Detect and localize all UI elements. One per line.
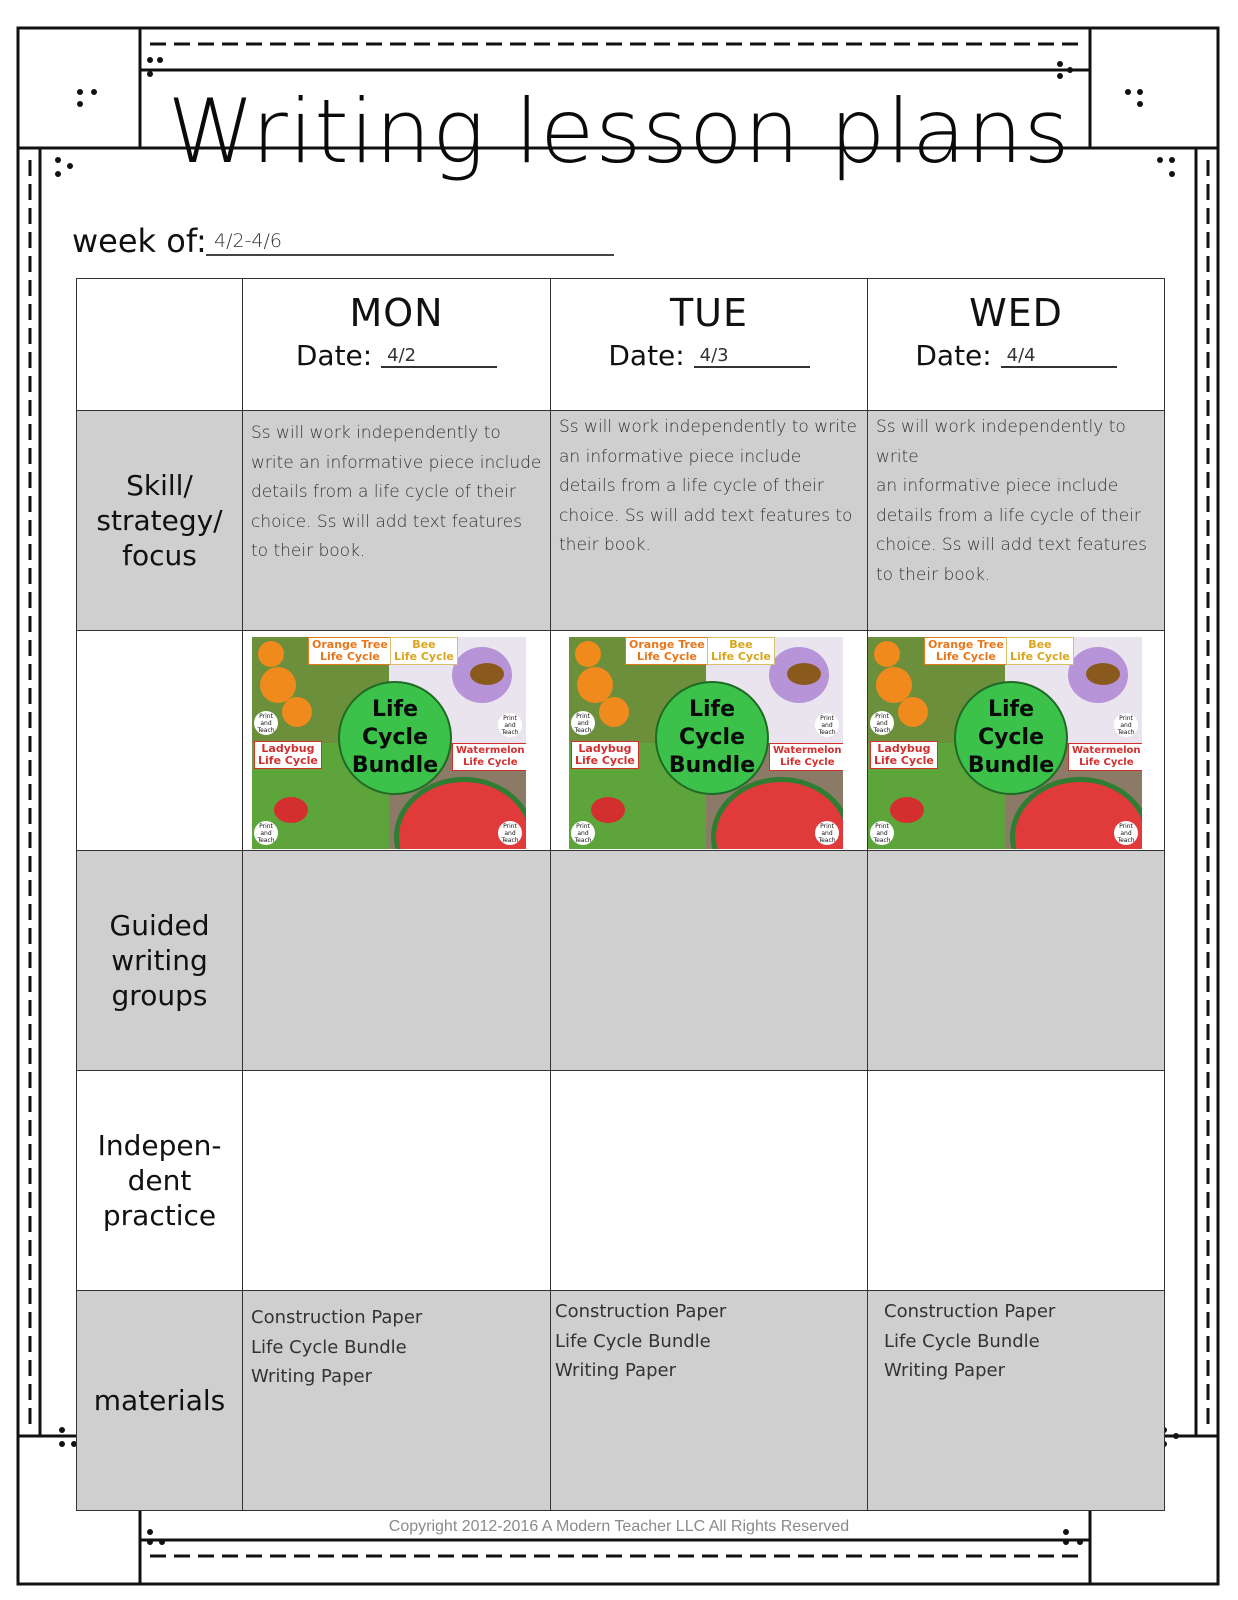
material-item: Life Cycle Bundle xyxy=(251,1336,407,1358)
page-title: Writing lesson plans xyxy=(167,80,1071,183)
materials-cell-wed[interactable] xyxy=(868,1291,1165,1511)
material-item: Life Cycle Bundle xyxy=(884,1330,1040,1352)
day-header-tue xyxy=(551,279,868,411)
date-value[interactable]: 4/3 xyxy=(694,345,810,368)
week-of-label: week of: xyxy=(72,222,207,260)
material-item: Writing Paper xyxy=(555,1360,676,1381)
day-name: MON xyxy=(349,291,444,335)
image-row xyxy=(77,631,1165,851)
date-label: Date: xyxy=(295,339,373,372)
row-label-independent: Indepen- dent practice xyxy=(77,1071,243,1291)
materials-cell-tue[interactable] xyxy=(551,1291,868,1511)
material-item: Construction Paper xyxy=(251,1307,423,1328)
image-cell-tue xyxy=(551,631,868,851)
image-cell-mon xyxy=(243,631,551,851)
day-name: TUE xyxy=(669,291,749,335)
guided-row xyxy=(77,851,1165,1071)
date-label: Date: xyxy=(915,339,992,372)
copyright-notice: Copyright 2012-2016 A Modern Teacher LLC All Rights Reserved xyxy=(388,1518,850,1535)
date-label: Date: xyxy=(608,339,685,372)
independent-row xyxy=(77,1071,1165,1291)
guided-cell-mon[interactable] xyxy=(243,851,551,1071)
day-header-wed xyxy=(868,279,1165,411)
plan-text: Ss will work independently to write an informative piece include details from a life cycle of their choice. Ss will add text features to their book. xyxy=(876,417,1147,585)
header-corner-cell xyxy=(77,279,243,411)
day-header-mon xyxy=(243,279,551,411)
independent-cell-wed[interactable] xyxy=(868,1071,1165,1291)
life-cycle-bundle-image: Orange Tree Life Cycle Bee Life Cycle Ladybug Life Cycle Watermelon Life Cycle Life Cycle Bundle Print and Teach Print and Teach Print and Teach Print and Teach xyxy=(868,637,1142,849)
date-value[interactable]: 4/4 xyxy=(1001,345,1117,368)
material-item: Construction Paper xyxy=(884,1301,1056,1322)
skill-cell-tue[interactable] xyxy=(551,411,868,631)
plan-text: Ss will work independently to write an informative piece include details from a life cycle of their choice. Ss will add text features to their book. xyxy=(559,417,857,555)
row-label-skill: Skill/ strategy/ focus xyxy=(77,411,243,631)
skill-cell-wed[interactable] xyxy=(868,411,1165,631)
materials-cell-mon[interactable] xyxy=(243,1291,551,1511)
row-label-guided: Guided writing groups xyxy=(77,851,243,1071)
independent-cell-mon[interactable] xyxy=(243,1071,551,1291)
image-cell-wed xyxy=(868,631,1165,851)
image-row-label xyxy=(77,631,243,851)
guided-cell-wed[interactable] xyxy=(868,851,1165,1071)
day-name: WED xyxy=(969,291,1063,335)
skill-row xyxy=(77,411,1165,631)
material-item: Construction Paper xyxy=(555,1301,727,1322)
life-cycle-bundle-image: Orange Tree Life Cycle Bee Life Cycle Ladybug Life Cycle Watermelon Life Cycle Life Cycle Bundle Print and Teach Print and Teach Print and Teach Print and Teach xyxy=(569,637,843,849)
independent-cell-tue[interactable] xyxy=(551,1071,868,1291)
header-row xyxy=(77,279,1165,411)
plan-text: Ss will work independently to write an informative piece include details from a life cycle of their choice. Ss will add text features to their book. xyxy=(251,423,542,561)
week-of-underline xyxy=(206,254,614,256)
life-cycle-bundle-image: Orange Tree Life Cycle Bee Life Cycle Ladybug Life Cycle Watermelon Life Cycle Life Cycle Bundle Print and Teach Print and Teach Print and Teach Print and Teach xyxy=(252,637,526,849)
materials-row xyxy=(77,1291,1165,1511)
lesson-plan-table xyxy=(76,278,1165,1511)
material-item: Writing Paper xyxy=(251,1366,372,1387)
week-of-value[interactable]: 4/2-4/6 xyxy=(214,230,283,252)
skill-cell-mon[interactable] xyxy=(243,411,551,631)
date-value[interactable]: 4/2 xyxy=(381,345,497,368)
row-label-materials: materials xyxy=(77,1291,243,1511)
material-item: Life Cycle Bundle xyxy=(555,1330,711,1352)
material-item: Writing Paper xyxy=(884,1360,1005,1381)
guided-cell-tue[interactable] xyxy=(551,851,868,1071)
